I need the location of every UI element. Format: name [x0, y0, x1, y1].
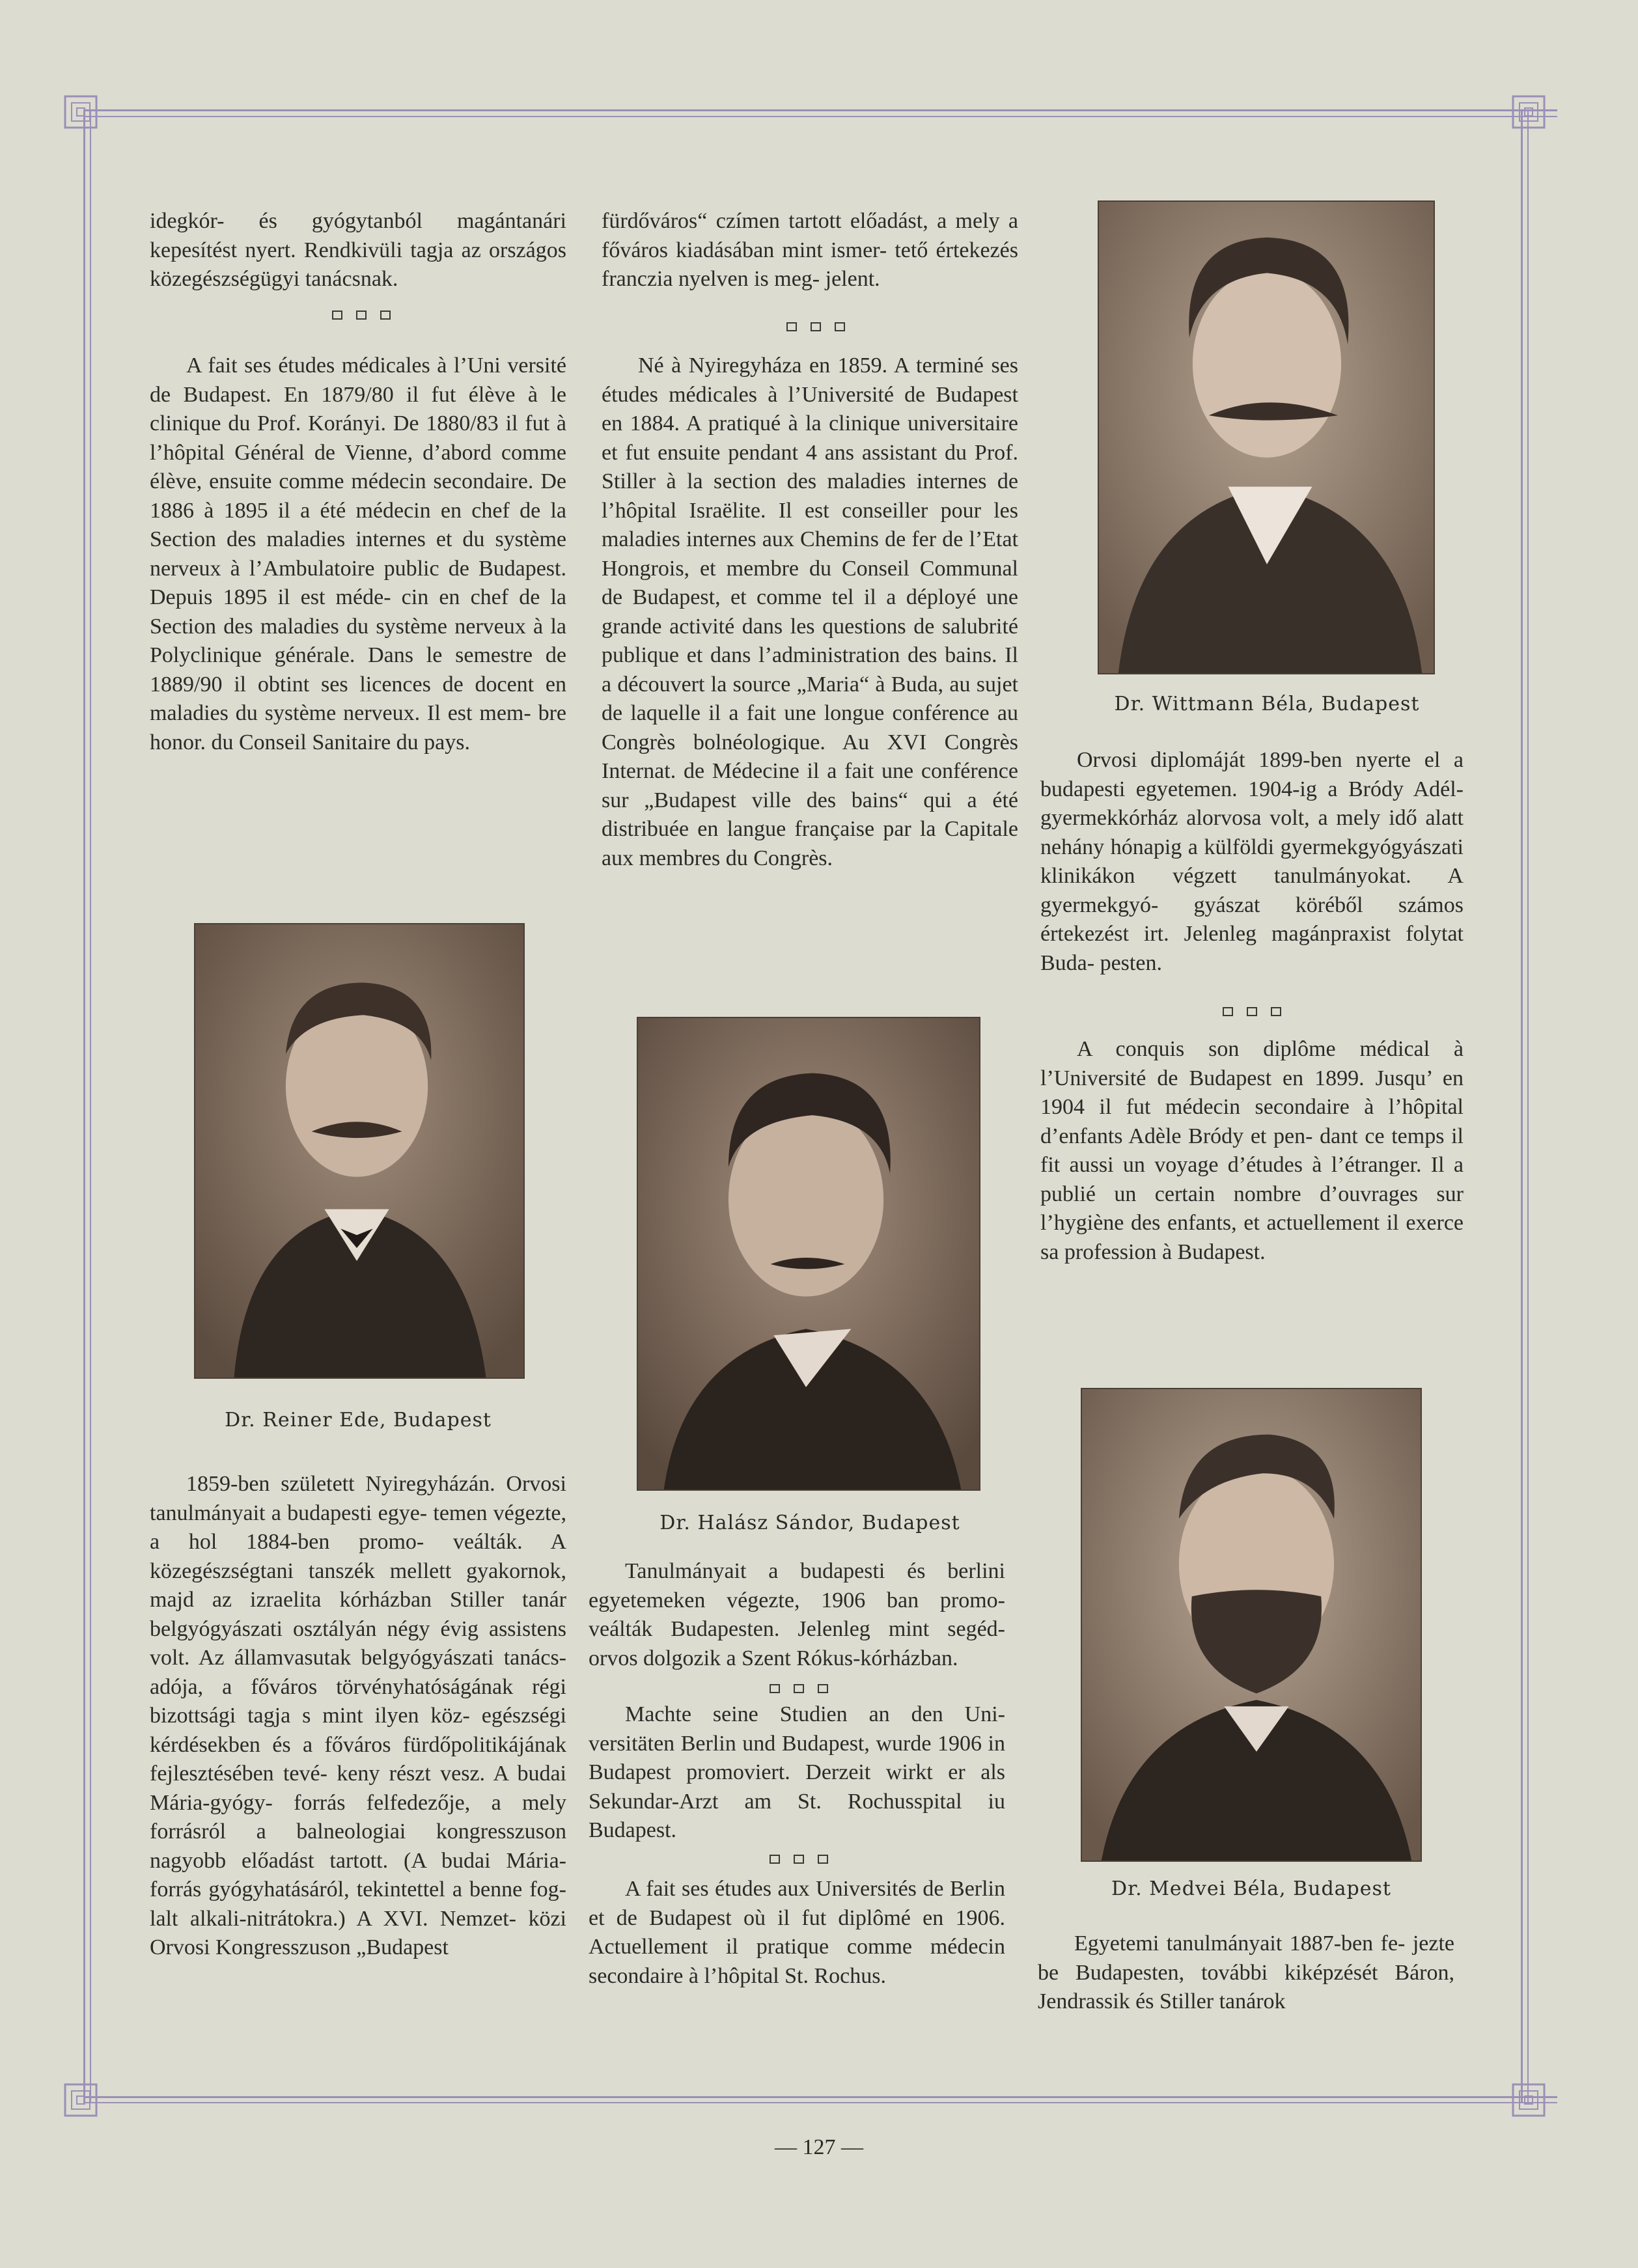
frame-corner-ornament [62, 94, 99, 130]
col2-paragraph-fr: Né à Nyiregyháza en 1859. A terminé ses études médicales à l’Université de Budapest en 1884. A pratiqué à la clinique universitaire et fut ensuite pendant 4 ans assistant du Prof. Stiller à la section des maladies internes de l’hôpital Israëlite. Il est conseiller pour les maladies internes aux Chemins de fer de l’Etat Hongrois, et membre du Conseil Communal de Budapest, et comme tel il a déployé une grande activité dans les questions de salubrité publique et dans l’administration des bains. Il a découvert la source „Maria“ à Buda, au sujet de laquelle il a fait une longue conférence au Congrès bolnéologique. Au XVI Congrès Internat. de Médecine il a fait une conférence sur „Budapest ville des bains“ qui a été distribuée en langue française par la Capitale aux membres du Congrès. [602, 353, 1018, 870]
caption-wittmann-bela: Dr. Wittmann Béla, Budapest [1114, 693, 1420, 715]
frame-corner-ornament [1510, 94, 1547, 130]
caption-halasz-sandor: Dr. Halász Sándor, Budapest [659, 1512, 960, 1534]
col3-paragraph-hu2: Egyetemi tanulmányait 1887-ben fe- jezte be Budapesten, további kiképzését Báron, Jendrassik és Stiller tanárok [1038, 1931, 1454, 2013]
col2-paragraph-hu: Tanulmányait a budapesti és berlini egyetemeken végezte, 1906 ban promo- veálták Budapesten. Jelenleg mint segéd- orvos dolgozik a Szent Rókus-kórházban. [589, 1559, 1005, 1670]
col2-paragraph-fr2: A fait ses études aux Universités de Berlin et de Budapest où il fut diplômé en 1906. Actuellement il pratique comme médecin secondaire à l’hôpital St. Rochus. [589, 1877, 1005, 1988]
col1-paragraph-fr: A fait ses études médicales à l’Uni versité de Budapest. En 1879/80 il fut élève à le clinique du Prof. Korányi. De 1880/83 il fut à l’hôpital Général de Vienne, d’abord comme élève, ensuite comme médecin secondaire. De 1886 à 1895 il a été médecin en chef de la Section des maladies internes et du système nerveux à l’Ambulatoire public de Budapest. Depuis 1895 il est méde- cin en chef de la Section des maladies du système nerveux à la Polyclinique générale. Dans le semestre de 1889/90 il obtint ses licences de docent en maladies du système nerveux. Il est mem- bre honor. du Conseil Sanitaire du pays. [150, 353, 566, 754]
col3-paragraph-hu: Orvosi diplomáját 1899-ben nyerte el a budapesti egyetemen. 1904-ig a Bródy Adél-gyermekkórház alorvosa volt, a mely idő alatt nehány hónapig a külföldi gyermekgyógyászati klinikákon végzett tanulmányokat. A gyermekgyó- gyászat köréből számos értekezést irt. Jelenleg magánpraxist folytat Buda- pesten. [1040, 748, 1464, 975]
portrait-halasz-sandor [637, 1017, 980, 1491]
section-separator [332, 309, 391, 322]
portrait-reiner-ede [194, 923, 525, 1379]
col1-paragraph-bio: 1859-ben született Nyiregyházán. Orvosi tanulmányait a budapesti egye- temen végezte, a hol 1884-ben promo- veálták. A közegészségtani tanszék mellett gyakornok, majd az izraelita kórházban Stiller tanár belgyógyászati osztályán négy évig assistens volt. Az államvasutak belgyógyászati tanács- adója, a főváros törvényhatóságának régi bizottsági tagja s mint ilyen köz- egészségi kérdésekben és a főváros fürdőpolitikájának fejlesztésében tevé- keny részt vesz. A budai Mária-gyógy- forrás felfedezője, a mely forrásról a balneologiai kongresszuson nagyobb előadást tartott. (A budai Mária-forrás gyógyhatásáról, tekintettel a benne fog- lalt alkali-nitrátokra.) A XVI. Nemzet- közi Orvosi Kongresszuson „Budapest [150, 1472, 566, 1959]
portrait-medvei-bela [1081, 1388, 1422, 1862]
frame-corner-ornament [62, 2082, 99, 2118]
frame-corner-ornament [1510, 2082, 1547, 2118]
section-separator [770, 1682, 828, 1695]
section-separator [1223, 1005, 1281, 1018]
col3-paragraph-fr: A conquis son diplôme médical à l’Université de Budapest en 1899. Jusqu’ en 1904 il fut médecin secondaire à l’hôpital d’enfants Adèle Bródy et pen- dant ce temps il fit aussi un voyage d’études à l’étranger. Il a publié un certain nombre d’ouvrages sur l’hygiène des enfants, et actuellement il exerce sa profession à Budapest. [1040, 1037, 1464, 1264]
caption-medvei-bela: Dr. Medvei Béla, Budapest [1111, 1877, 1391, 1900]
page-number: — 127 — [775, 2135, 863, 2159]
section-separator [786, 320, 845, 333]
col2-paragraph-hu-top: fürdőváros“ czímen tartott előadást, a mely a főváros kiadásában mint ismer- tető értekezés franczia nyelven is meg- jelent. [602, 209, 1018, 291]
portrait-wittmann-bela [1098, 201, 1435, 674]
col1-paragraph-hu-top: idegkór- és gyógytanból magántanári kepesítést nyert. Rendkivüli tagja az országos közegészségügyi tanácsnak. [150, 209, 566, 291]
caption-reiner-ede: Dr. Reiner Ede, Budapest [225, 1409, 492, 1431]
col2-paragraph-de: Machte seine Studien an den Uni- versitäten Berlin und Budapest, wurde 1906 in Budapest promoviert. Derzeit wirkt er als Sekundar-Arzt am St. Rochusspital iu Budapest. [589, 1702, 1005, 1842]
section-separator [770, 1853, 828, 1866]
